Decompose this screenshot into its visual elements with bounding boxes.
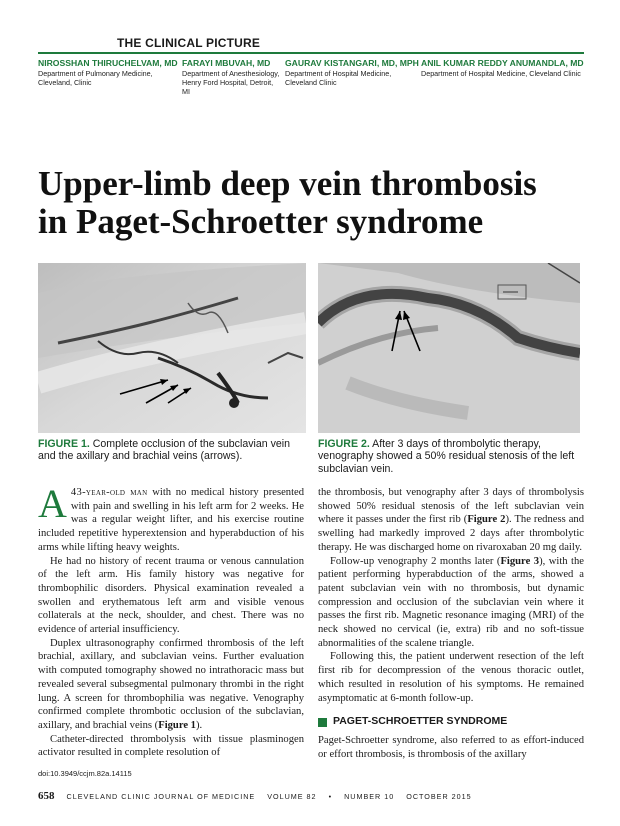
author-name: GAURAV KISTANGARI, MD, MPH xyxy=(285,58,419,68)
paragraph-text: Follow-up venography 2 months later ( xyxy=(330,555,501,567)
figure-ref: Figure 1 xyxy=(158,719,196,731)
author-affiliation: Henry Ford Hospital, Detroit, MI xyxy=(182,78,274,96)
author-1 xyxy=(38,58,178,87)
title-line: Upper-limb deep vein thrombosis xyxy=(38,164,537,203)
paragraph xyxy=(38,481,305,555)
paragraph-text: the thrombosis, but venography after 3 days of thrombolysis showed 50% residual stenosis of the left subclavian vein where it passes under the first rib ( xyxy=(318,487,584,526)
page-number: 658 xyxy=(38,790,55,802)
author-affiliation: Cleveland Clinic xyxy=(285,78,337,87)
author-affiliation: Cleveland, Clinic xyxy=(38,78,92,87)
section-label: THE CLINICAL PICTURE xyxy=(117,36,261,50)
lead-in: 43-year-old man xyxy=(70,487,148,498)
figure-1-caption xyxy=(38,438,306,463)
paragraph xyxy=(318,486,584,555)
journal-name: CLEVELAND CLINIC JOURNAL OF MEDICINE xyxy=(66,792,256,801)
doi: doi:10.3949/ccjm.82a.14115 xyxy=(38,769,132,778)
author-affiliation: Department of Anesthesiology, xyxy=(182,69,280,78)
paragraph: Catheter-directed thrombolysis with tissue plasminogen activator resulted in complete resolution of xyxy=(38,733,304,759)
author-affiliation: Department of Hospital Medicine, Cleveland Clinic xyxy=(421,69,581,78)
author-affiliation: Department of Hospital Medicine, xyxy=(285,69,392,78)
author-name: NIROSSHAN THIRUCHELVAM, MD xyxy=(38,58,178,68)
paragraph-text: Duplex ultrasonography confirmed thrombosis of the left brachial, axillary, and subclavian veins. Further evaluation with computed tomography showed no intrathoracic mass but revealed several subsegmental pulmonary thrombi in the right lung. A screen for thrombophilia was negative. Venography confirmed complete thrombotic occlusion of the subclavian, axillary, and brachial veins ( xyxy=(38,637,304,731)
figure-2-caption xyxy=(318,438,584,475)
body-right-column xyxy=(318,486,584,761)
heading-square-icon xyxy=(318,718,327,727)
title-line: in Paget-Schroetter syndrome xyxy=(38,202,484,241)
figure-label: FIGURE 1. xyxy=(38,438,90,450)
page-footer xyxy=(38,790,472,802)
paragraph-text: with no medical history presented with pain and swelling in his left arm for 2 weeks. He was a regular weight lifter, and his exercise routine included repetitive hyperextension and hyperabduction of his arms while lifting heavy weights. xyxy=(38,487,305,553)
heading-text: PAGET-SCHROETTER SYNDROME xyxy=(333,715,508,728)
author-4 xyxy=(421,58,591,78)
paragraph: Following this, the patient underwent resection of the left first rib for decompression of the venous thoracic outlet, which resulted in resolution of his symptoms. He remained asymptomatic at 6-month follow-up. xyxy=(318,651,584,704)
figure-ref: Figure 3 xyxy=(500,555,540,567)
volume: VOLUME 82 xyxy=(267,792,317,801)
figure-2-image xyxy=(318,263,580,433)
paragraph xyxy=(38,637,304,733)
figure-caption-text: After 3 days of thrombolytic therapy, venography showed a 50% residual stenosis of the left subclavian vein. xyxy=(318,438,575,475)
author-name: ANIL KUMAR REDDY ANUMANDLA, MD xyxy=(421,58,584,68)
paragraph xyxy=(318,555,584,651)
article-title xyxy=(38,165,598,241)
figure-ref: Figure 2 xyxy=(467,514,506,526)
header-rule xyxy=(38,52,584,54)
author-affiliation: Department of Pulmonary Medicine, xyxy=(38,69,153,78)
issue-date: OCTOBER 2015 xyxy=(406,792,472,801)
paragraph-text: ). xyxy=(195,719,203,731)
paragraph-text: ), with the patient performing hyperabduction of the arms, showed a patent subclavian vein with no thrombosis, but dynamic compression and occlusion of the subclavian vein where it passes the first rib. Magnetic resonance imaging (MRI) of the neck showed no cervical (ie, extra) rib and no soft-tissue abnormalities of the scalene triangle. xyxy=(318,555,584,649)
paragraph: He had no history of recent trauma or venous cannulation of the left arm. His family history was negative for thrombophilic disorders. Physical examination revealed a swollen and erythematous left arm and visible venous collaterals at the neck, shoulder, and chest. There was no evidence of arterial insufficiency. xyxy=(38,555,304,636)
issue-number: NUMBER 10 xyxy=(344,792,395,801)
drop-cap: A xyxy=(38,481,67,526)
author-3 xyxy=(285,58,420,87)
figure-1-image xyxy=(38,263,306,433)
paragraph-text: ). The redness and swelling had markedly improved 2 days after thrombolytic therapy. He was discharged home on rivaroxaban 20 mg daily. xyxy=(318,514,584,553)
body-left-column xyxy=(38,481,305,760)
author-name: FARAYI MBUVAH, MD xyxy=(182,58,271,68)
bullet-separator: • xyxy=(328,792,333,801)
figure-label: FIGURE 2. xyxy=(318,438,370,450)
section-heading xyxy=(318,715,584,729)
author-2 xyxy=(182,58,282,96)
paragraph: Paget-Schroetter syndrome, also referred to as effort-induced or effort thrombosis, is thrombosis of the axillary xyxy=(318,734,584,760)
figure-caption-text: Complete occlusion of the subclavian vein and the axillary and brachial veins (arrows). xyxy=(38,438,291,463)
